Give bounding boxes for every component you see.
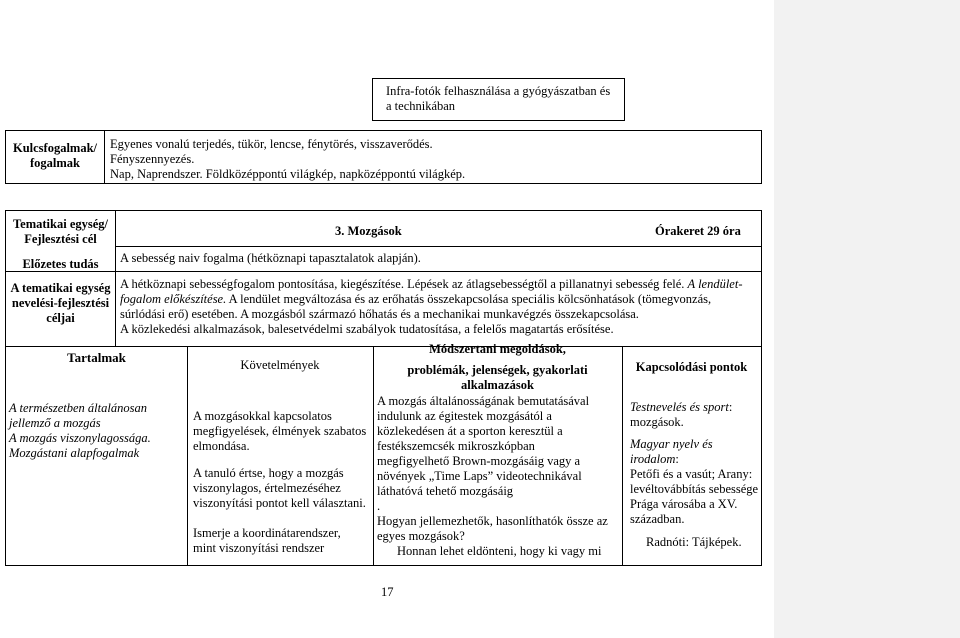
right-margin-panel (774, 0, 960, 638)
keyconcepts-line-3: Nap, Naprendszer. Földközéppontú világkép, napközéppontú világkép. (110, 167, 466, 181)
requirements-p1: A mozgásokkal kapcsolatos megfigyelések, élmények szabatos elmondása. (193, 409, 367, 453)
links-text: Testnevelés és sport: mozgások. Magyar nyelv és irodalom: Petőfi és a vasút; Arany: levéltovábbítás sebessége Prága városába a XV. században. Radnóti: Tájképek. (630, 400, 759, 549)
title-box (372, 78, 625, 121)
requirements-heading: Követelmények (240, 358, 320, 372)
content-heading: Tartalmak (67, 350, 126, 365)
goals-label: A tematikai egység nevelési-fejlesztési céljai (10, 281, 111, 325)
content-text: A természetben általánosan jellemző a mozgás A mozgás viszonylagossága. Mozgástani alapfogalmak (9, 401, 151, 460)
methods-text: A mozgás általánosságának bemutatásával indulunk az égitestek mozgásától a közlekedésen át a sporton keresztül a festékszemcsék mikroszkópban megfigyelhető Brown-mozgásáig vagy a növények „Time Laps” videotechnikával láthatóvá tehető mozgásáig . Hogyan jellemezhetők, hasonlíthatók össze az egyes mozgások? Honnan lehet eldönteni, hogy ki vagy mi (377, 394, 608, 558)
keyconcepts-line-1: Egyenes vonalú terjedés, tükör, lencse, fénytörés, visszaverődés. (110, 137, 433, 151)
unit-label: Tematikai egység/ Fejlesztési cél (12, 217, 109, 246)
requirements-p3: Ismerje a koordinátarendszer, mint viszonyítási rendszer (193, 526, 341, 555)
requirements-p2: A tanuló értse, hogy a mozgás viszonylagos, értelmezéséhez viszonyítási pontot kell választani. (193, 466, 366, 510)
prior-knowledge-label: Előzetes tudás (22, 257, 99, 271)
page-number: 17 (381, 585, 394, 599)
unit-hours: Órakeret 29 óra (655, 224, 741, 238)
goals-text: A hétköznapi sebességfogalom pontosítása, kiegészítése. Lépések az átlagsebességtől a pillanatnyi sebesség felé. A lendület- fogalom előkészítése. A lendület megváltozása és az erőhatás összekapcsolása speciális kölcsönhatások (tömegvonzás, súrlódási erő) esetében. A mozgásból származó hőhatás és a mechanikai munkavégzés összekapcsolása. A közlekedési alkalmazások, balesetvédelmi szabályok tudatosítása, a felelős magatartás erősítése. (120, 277, 743, 336)
keyconcepts-line-2: Fényszennyezés. (110, 152, 195, 166)
keyconcepts-label: Kulcsfogalmak/ fogalmak (12, 141, 98, 170)
methods-heading: Módszertani megoldások, problémák, jelenségek, gyakorlati alkalmazások (407, 342, 588, 392)
links-heading: Kapcsolódási pontok (635, 360, 748, 374)
keyconcepts-box (5, 130, 762, 184)
title-line-1: Infra-fotók felhasználása a gyógyászatban és (386, 84, 611, 98)
title-line-2: a technikában (386, 99, 456, 113)
unit-title: 3. Mozgások (335, 224, 402, 238)
prior-knowledge-text: A sebesség naiv fogalma (hétköznapi tapasztalatok alapján). (120, 251, 421, 265)
unit-table (5, 210, 762, 566)
